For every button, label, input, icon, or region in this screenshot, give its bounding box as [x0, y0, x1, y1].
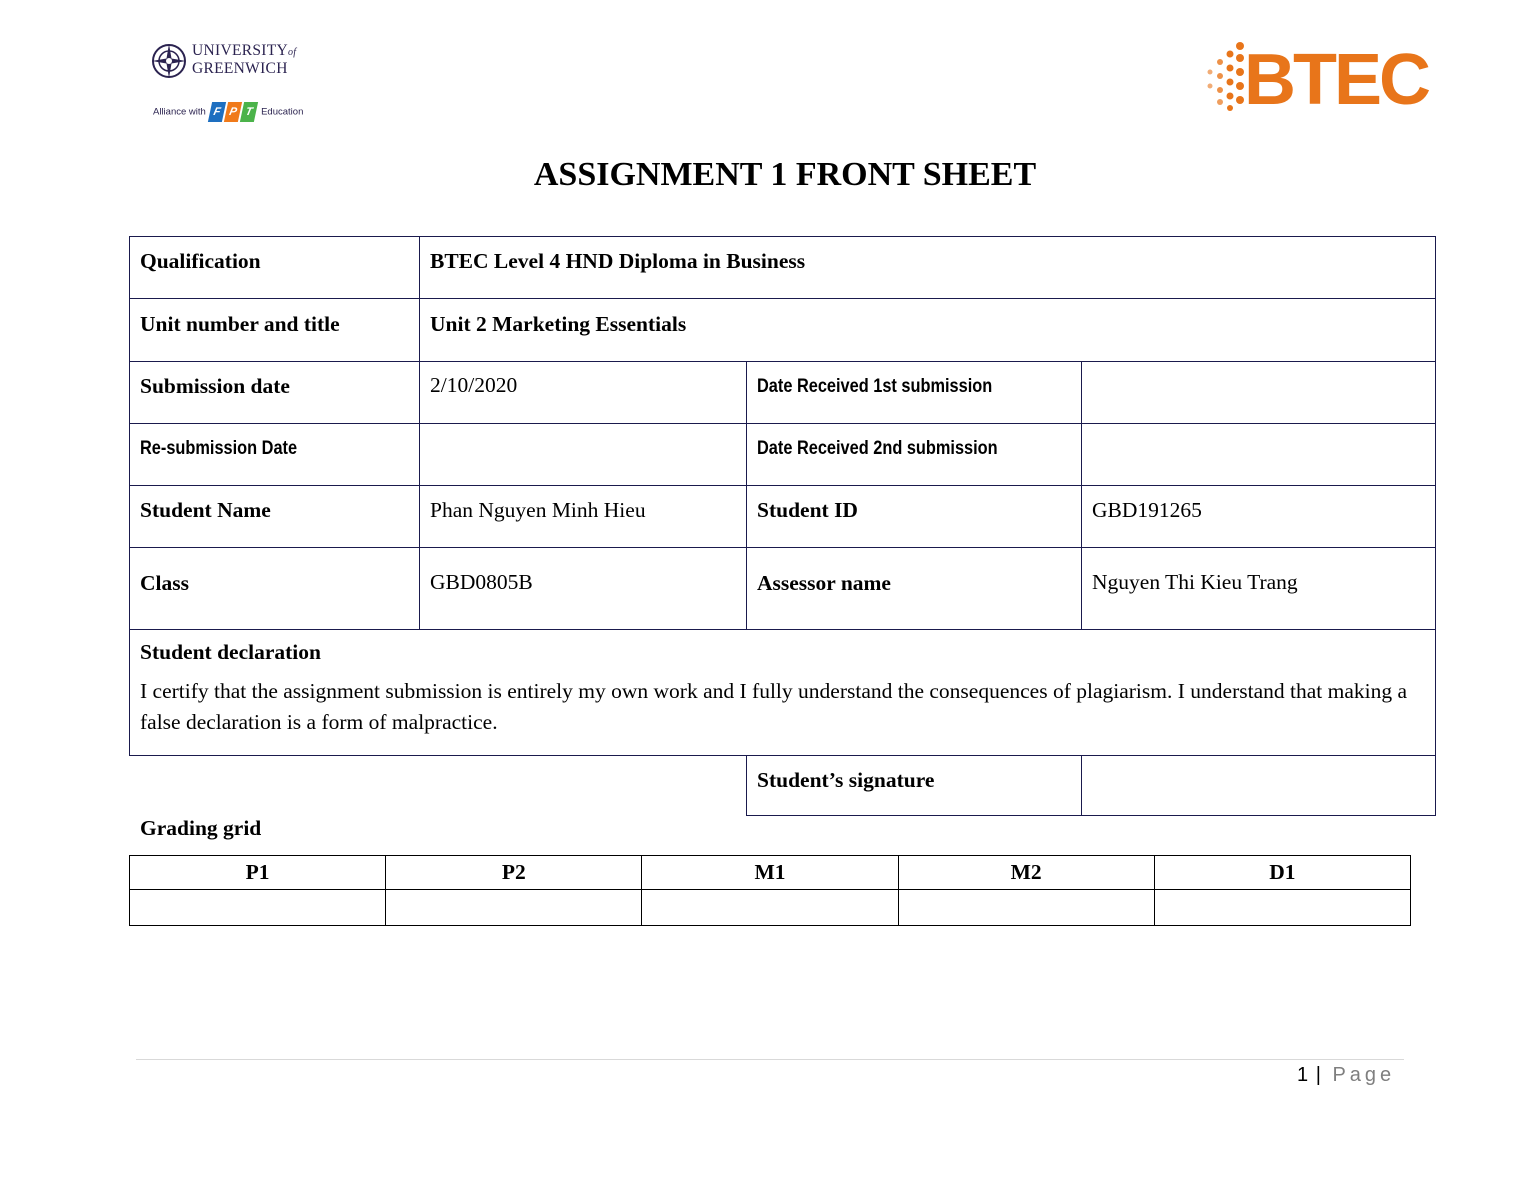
assessor-label-cell	[746, 547, 1082, 630]
date-received-2nd-label-cell	[746, 423, 1082, 486]
class-label: Class	[140, 571, 189, 595]
student-name-label-cell	[129, 485, 420, 548]
submission-date-label-cell	[129, 361, 420, 424]
unit-label: Unit number and title	[140, 312, 340, 336]
unit-value: Unit 2 Marketing Essentials	[430, 312, 687, 336]
grade-value-d1	[1154, 890, 1410, 926]
date-received-1st-label-cell	[746, 361, 1082, 424]
date-received-2nd-value-cell	[1081, 423, 1436, 486]
footer-divider	[136, 1059, 1404, 1060]
page-word: Page	[1332, 1064, 1396, 1086]
grade-header-p1: P1	[130, 856, 386, 890]
date-received-1st-value-cell	[1081, 361, 1436, 424]
student-name-value-cell	[419, 485, 747, 548]
class-label-cell	[129, 547, 420, 630]
date-received-2nd-label: Date Received 2nd submission	[757, 438, 998, 459]
student-name-value: Phan Nguyen Minh Hieu	[430, 498, 646, 522]
declaration-title: Student declaration	[140, 640, 321, 664]
btec-dots-icon	[1200, 38, 1250, 122]
grading-grid-table	[129, 855, 1411, 926]
page-separator: |	[1315, 1064, 1321, 1086]
student-id-label-cell	[746, 485, 1082, 548]
grade-value-p2	[386, 890, 642, 926]
class-value-cell	[419, 547, 747, 630]
page-number-value: 1	[1297, 1064, 1309, 1086]
declaration-text: I certify that the assignment submission is entirely my own work and I fully understand the consequences of plagiarism. I understand that making a false declaration is a form of malpractice.	[140, 679, 1408, 734]
date-received-1st-label: Date Received 1st submission	[757, 376, 993, 397]
grade-header-m2: M2	[898, 856, 1154, 890]
grade-value-p1	[130, 890, 386, 926]
student-id-value-cell	[1081, 485, 1436, 548]
grade-header-p2: P2	[386, 856, 642, 890]
fpt-alliance-line: Alliance with F P T Education	[153, 102, 303, 122]
grading-value-row	[130, 890, 1411, 926]
signature-label-cell	[746, 755, 1082, 816]
submission-date-value: 2/10/2020	[430, 373, 518, 397]
signature-value-cell	[1081, 755, 1436, 816]
qualification-value-cell	[419, 236, 1436, 299]
page-number	[1297, 1064, 1395, 1087]
signature-label: Student’s signature	[757, 768, 935, 792]
grade-value-m1	[642, 890, 898, 926]
btec-wordmark: BTEC	[1244, 40, 1428, 120]
student-declaration-cell	[129, 629, 1436, 756]
student-name-label: Student Name	[140, 498, 271, 522]
qualification-value: BTEC Level 4 HND Diploma in Business	[430, 249, 806, 273]
student-id-label: Student ID	[757, 498, 858, 522]
page-title: ASSIGNMENT 1 FRONT SHEET	[533, 156, 1037, 193]
btec-logo	[1200, 38, 1440, 122]
qualification-label: Qualification	[140, 249, 261, 273]
qualification-label-cell	[129, 236, 420, 299]
compass-rose-icon	[150, 42, 188, 80]
grade-header-d1: D1	[1154, 856, 1410, 890]
unit-value-cell	[419, 298, 1436, 362]
submission-date-value-cell	[419, 361, 747, 424]
fpt-logo: F P T	[210, 102, 256, 122]
resubmission-value-cell	[419, 423, 747, 486]
grading-header-row	[130, 856, 1411, 890]
student-id-value: GBD191265	[1092, 498, 1202, 522]
resubmission-label-cell	[129, 423, 420, 486]
university-of-greenwich-logo: UNIVERSITYof GREENWICH Alliance with F P T Education	[150, 40, 315, 130]
grading-grid-title: Grading grid	[140, 816, 262, 840]
grade-header-m1: M1	[642, 856, 898, 890]
class-value: GBD0805B	[430, 570, 533, 594]
greenwich-wordmark: GREENWICH	[192, 60, 288, 77]
submission-date-label: Submission date	[140, 374, 290, 398]
unit-label-cell	[129, 298, 420, 362]
university-wordmark: UNIVERSITY	[192, 42, 288, 59]
assessor-value: Nguyen Thi Kieu Trang	[1092, 570, 1298, 594]
assessor-value-cell	[1081, 547, 1436, 630]
resubmission-label: Re-submission Date	[140, 438, 298, 459]
assessor-label: Assessor name	[757, 571, 891, 595]
grade-value-m2	[898, 890, 1154, 926]
